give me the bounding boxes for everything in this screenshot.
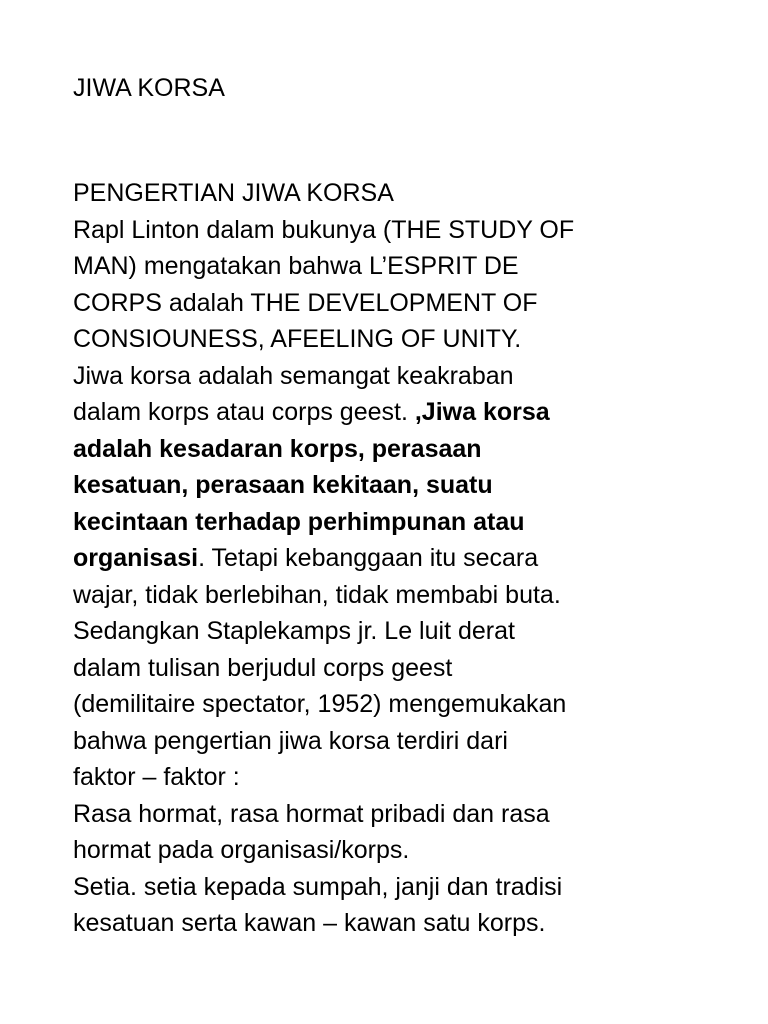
document-title: JIWA KORSA [73, 74, 225, 102]
text-run: bahwa pengertian jiwa korsa terdiri dari [73, 726, 508, 755]
text-line [73, 248, 703, 285]
text-line [73, 686, 703, 723]
text-run: (demilitaire spectator, 1952) mengemukakan [73, 690, 567, 718]
text-line [73, 869, 703, 906]
text-line [73, 431, 703, 468]
bold-text-run: ,Jiwa korsa [414, 398, 550, 426]
text-line [73, 796, 703, 833]
text-run: MAN) mengatakan bahwa L’ESPRIT DE [73, 252, 519, 280]
text-line [73, 613, 703, 650]
text-run: Rapl Linton dalam bukunya (THE STUDY OF [73, 215, 575, 244]
text-line [73, 394, 703, 431]
text-line [73, 321, 703, 358]
document-body [73, 175, 703, 942]
text-run: CONSIOUNESS, AFEELING OF UNITY. [73, 325, 522, 353]
bold-text-run: organisasi [73, 544, 199, 572]
text-line [73, 759, 703, 796]
text-line [73, 905, 703, 942]
text-line [73, 212, 703, 249]
text-run: hormat pada organisasi/korps. [73, 836, 410, 864]
text-line [73, 540, 703, 577]
text-line [73, 832, 703, 869]
text-run: dalam korps atau corps geest. [73, 398, 415, 426]
text-run: faktor – faktor : [73, 763, 240, 791]
text-line [73, 650, 703, 687]
text-line [73, 467, 703, 504]
text-run: Rasa hormat, rasa hormat pribadi dan rasa [73, 799, 550, 828]
text-run: Setia. setia kepada sumpah, janji dan tradisi [73, 872, 563, 901]
text-line [73, 285, 703, 322]
text-line [73, 175, 703, 212]
bold-text-run: kesatuan, perasaan kekitaan, suatu [73, 471, 493, 499]
bold-text-run: adalah kesadaran korps, perasaan [73, 434, 482, 463]
text-line [73, 577, 703, 614]
text-run: kesatuan serta kawan – kawan satu korps. [73, 909, 546, 937]
text-line [73, 723, 703, 760]
text-run: dalam tulisan berjudul corps geest [73, 653, 453, 682]
bold-text-run: kecintaan terhadap perhimpunan atau [73, 507, 525, 536]
text-run: PENGERTIAN JIWA KORSA [73, 179, 394, 207]
text-run: CORPS adalah THE DEVELOPMENT OF [73, 288, 538, 317]
text-run: . Tetapi kebanggaan itu secara [198, 544, 539, 572]
text-line [73, 504, 703, 541]
text-run: wajar, tidak berlebihan, tidak membabi buta. [73, 580, 561, 609]
text-run: Sedangkan Staplekamps jr. Le luit derat [73, 617, 515, 645]
text-line [73, 358, 703, 395]
text-run: Jiwa korsa adalah semangat keakraban [73, 361, 514, 390]
